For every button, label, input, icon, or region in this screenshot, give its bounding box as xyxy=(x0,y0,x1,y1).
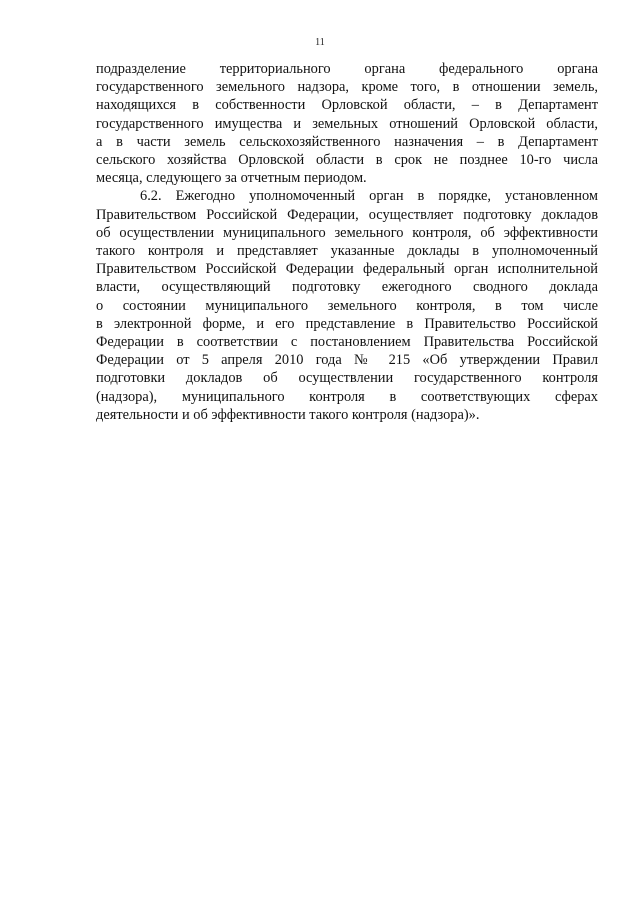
text-line: в электронной форме, и его представление в Правительство Российской xyxy=(96,315,598,332)
text-line: подразделение территориального органа федерального органа xyxy=(96,61,598,77)
text-line: подготовки докладов об осуществлении государственного контроля xyxy=(96,370,598,387)
text-line: а в части земель сельскохозяйственного назначения – в Департамент xyxy=(96,133,598,150)
text-line: Федерации от 5 апреля 2010 года № 215 «Об утверждении Правил xyxy=(96,352,598,369)
text-line: сельского хозяйства Орловской области в срок не позднее 10-го числа xyxy=(96,152,598,169)
text-line: о состоянии муниципального земельного контроля, в том числе xyxy=(96,297,598,314)
text-line: государственного имущества и земельных отношений Орловской области, xyxy=(96,115,598,132)
text-line: Правительством Российской Федерации федеральный орган исполнительной xyxy=(96,261,598,278)
text-line: 6.2. Ежегодно уполномоченный орган в порядке, установленном xyxy=(140,188,598,205)
text-line: государственного земельного надзора, кроме того, в отношении земель, xyxy=(96,79,598,96)
text-line: такого контроля и представляет указанные доклады в уполномоченный xyxy=(96,243,598,260)
page-number: 11 xyxy=(315,37,325,48)
text-line: (надзора), муниципального контроля в соответствующих сферах xyxy=(96,388,598,405)
text-line: Правительством Российской Федерации, осуществляет подготовку докладов xyxy=(96,206,598,223)
text-line: власти, осуществляющий подготовку ежегодного сводного доклада xyxy=(96,279,598,296)
paragraph-continuation xyxy=(96,60,598,187)
paragraph-6-2 xyxy=(96,187,598,424)
text-line: месяца, следующего за отчетным периодом. xyxy=(96,170,367,187)
text-line: находящихся в собственности Орловской области, – в Департамент xyxy=(96,97,598,114)
text-line: Федерации в соответствии с постановлением Правительства Российской xyxy=(96,334,598,351)
text-line: об осуществлении муниципального земельного контроля, об эффективности xyxy=(96,224,598,241)
document-body xyxy=(96,60,598,424)
text-line: деятельности и об эффективности такого контроля (надзора)». xyxy=(96,406,480,423)
